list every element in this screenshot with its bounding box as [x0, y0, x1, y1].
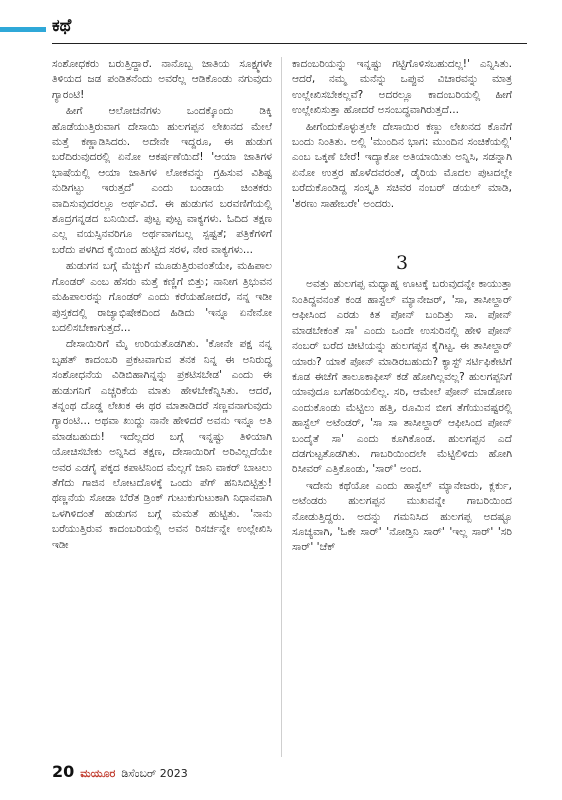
paragraph: ಇದೇನು ಕಥೆಯೋ ಎಂದು ಹಾಸ್ಟೆಲ್ ಮ್ಯಾನೇಜರು, ಕ್ಲರ್ಕು, ಅಟೆಂಡರು ಹುಲಗಪ್ಪನ ಮುಖವನ್ನೇ ಗಾಬರಿಯಿಂದ ನೋಡುತ್ತಿದ್ದರು. ಅದನ್ನು ಗಮನಿಸಿದ ಹುಲಗಪ್ಪ ಅದಷ್ಟೂ ಸೂಚ್ಯವಾಗಿ, 'ಓಕೇ ಸಾರ್' 'ನೋಡ್ತಿನಿ ಸಾರ್' 'ಇಲ್ಲ ಸಾರ್' 'ಸರಿ ಸಾರ್' 'ಚೆಕ್: [292, 479, 512, 554]
section-accent-bar: [0, 27, 46, 32]
paragraph: ಕಾದಂಬರಿಯನ್ನು ಇನ್ನಷ್ಟು ಗಟ್ಟಿಗೊಳಿಸಬಹುದಲ್ಲ!' ಎನ್ನಿಸಿತು. ಆದರೆ, ನಮ್ಮ ಮನೆನ್ನು ಒಪ್ಪುವ ವಿಚಾರವನ್ನು ಮಾತ್ರ ಉಲ್ಲೇಖಿಸಬೇಕಲ್ಲವೆ? ಅದರಲ್ಲೂ ಕಾದಂಬರಿಯಲ್ಲಿ ಹೀಗೆ ಉಲ್ಲೇಖಿಸುತ್ತಾ ಹೋದರೆ ಅಸಂಬದ್ಧವಾಗಿರುತ್ತದೆ...: [292, 58, 512, 117]
issue-date: ಡಿಸೆಂಬರ್ 2023: [121, 767, 188, 780]
paragraph: ಸಂಶೋಧಕರು ಬರುತ್ತಿದ್ದಾರೆ. ನಾನೊಬ್ಬ ಜಾತಿಯ ಸೂಕ್ಷ್ಮಗಳೇ ತಿಳಿಯದ ಜಡ ಪಂಡಿತನೆಂದು ಅವರೆಲ್ಲ ಆಡಿಕೊಂಡು ನಗುವುದು ಗ್ಯಾರಂಟಿ!: [52, 58, 272, 101]
paragraph: ಅವತ್ತು ಹುಲಗಪ್ಪ ಮಧ್ಯಾಹ್ನ ಊಟಕ್ಕೆ ಬರುವುದನ್ನೇ ಕಾಯುತ್ತಾ ನಿಂತಿದ್ದವನಂತೆ ಕಂಡ ಹಾಸ್ಟೆಲ್ ಮ್ಯಾನೇಜರ್, 'ಸಾ, ತಾಸೀಲ್ದಾರ್ ಆಫೀಸಿಂದ ಎರಡು ಕಿತ ಪೋನ್ ಬಂದಿತ್ತು ಸಾ. ಪೋನ್ ಮಾಡಬೇಕಂತೆ ಸಾ' ಎಂದು ಒಂದೇ ಉಸುರಿನಲ್ಲಿ ಹೇಳಿ ಪೋನ್ ನಂಬರ್ ಬರೆದ ಚೀಟಿಯನ್ನು ಹುಲಗಪ್ಪನ ಕೈಗಿಟ್ಟ. ಈ ತಾಸೀಲ್ದಾರ್ ಯಾರು? ಯಾಕೆ ಪೋನ್ ಮಾಡಿರಬಹುದು? ಕ್ಯಾಸ್ಟ್ ಸರ್ಟಿಫಿಕೇಟಿಗೆ ಕೂಡ ಈಚೆಗೆ ತಾಲೂಕಾಫೀಸ್ ಕಡೆ ಹೋಗಿಲ್ಲವಲ್ಲ? ಹುಲಗಪ್ಪನಿಗೆ ಯಾವುದೂ ಬಗೆಹರಿಯಲಿಲ್ಲ. ಸರಿ, ಆಮೇಲೆ ಪೋನ್ ಮಾಡೋಣ ಎಂದುಕೊಂಡು ಮೆಟ್ಟಿಲು ಹತ್ತಿ, ರೂಮಿನ ಬೀಗ ತೆಗೆಯುವಷ್ಟರಲ್ಲಿ ಹಾಸ್ಟೆಲ್ ಅಟೆಂಡರ್, 'ಸಾ ಸಾ ತಾಸೀಲ್ದಾರ್ ಆಫೀಸಿಂದ ಪೋನ್ ಬಂದೈತೆ ಸಾ' ಎಂದು ಕೂಗಿಕೊಂಡ. ಹುಲಗಪ್ಪನ ಎದೆ ದಡಗುಟ್ಟತೊಡಗಿತು. ಗಾಬರಿಯಿಂದಲೇ ಮೆಟ್ಟಿಲಿಳಿದು ಹೋಗಿ ರಿಸೀವರ್ ಎತ್ತಿಕೊಂಡು, 'ಸಾರ್' ಅಂದ.: [292, 278, 512, 476]
left-column: [52, 57, 272, 553]
magazine-logo: ಮಯೂರ: [80, 767, 116, 780]
page-footer: [52, 762, 188, 781]
header-rule: [52, 43, 527, 44]
section-label: ಕಥೆ: [52, 16, 72, 36]
paragraph: ಹುಡುಗನ ಬಗ್ಗೆ ಮೆಚ್ಚುಗೆ ಮೂಡುತ್ತಿರುವಂತೆಯೇ, ಮಹಿಪಾಲ ಗೊಂಡರ್ ಎಂಬ ಹೆಸರು ಮತ್ತೆ ಕಣ್ಣಿಗೆ ಬಿತ್ತು; ನಾನೀಗ ತ್ರಿಭುವನ ಮಹಿಪಾಲರನ್ನು ಗೊಂಡರ್ ಎಂದು ಕರೆಯಹೋದರೆ, ನನ್ನ ಇಡೀ ಪುಸ್ತಕದಲ್ಲಿ ರಾಜ್ಯಾಭಿಷೇಕದಿಂದ ಹಿಡಿದು 'ಇನ್ನೂ ಏನೇನೋ ಬದಲಿಸಬೇಕಾಗುತ್ತದೆ...: [52, 260, 272, 334]
page-number: 20: [52, 762, 75, 781]
chapter-number: 3: [395, 252, 409, 275]
paragraph: ಹೀಗೆಂದುಕೊಳ್ಳುತ್ತಲೇ ದೇಸಾಯಿರ ಕಣ್ಣು ಲೇಖನದ ಕೊನೆಗೆ ಬಂದು ನಿಂತಿತು. ಅಲ್ಲಿ 'ಮುಂದಿನ ಭಾಗ: ಮುಂದಿನ ಸಂಚಿಕೆಯಲ್ಲಿ' ಎಂಬ ಒಕ್ಕಣೆ ಬೇರೆ! ಇದ್ಯಾಕೋ ಅತಿಯಾಯಿತು ಅನ್ನಿಸಿ, ಸಡನ್ನಾಗಿ ಏನೋ ಉತ್ತರ ಹೊಳೆದವರಂತೆ, ಡೈರಿಯ ಮೊದಲ ಪುಟದಲ್ಲೇ ಬರೆದುಕೊಂಡಿದ್ದ ಸಂಸ್ಕೃತಿ ಸಚಿವರ ನಂಬರ್ ಡಯಲ್ ಮಾಡಿ, 'ಶರಣು ಸಾಹೇಬರೇ' ಅಂದರು.: [292, 120, 512, 210]
column-divider: [281, 57, 282, 757]
paragraph: ಹೀಗೆ ಆಲೋಚನೆಗಳು ಒಂದಕ್ಕೊಂದು ಡಿಕ್ಕಿ ಹೊಡೆಯುತ್ತಿರುವಾಗ ದೇಸಾಯಿ ಹುಲಗಪ್ಪನ ಲೇಖನದ ಮೇಲೆ ಮತ್ತೆ ಕಣ್ಣಾಡಿಸಿದರು. ಅದೇನೇ ಇದ್ದರೂ, ಈ ಹುಡುಗ ಬರೆದಿರುವುದರಲ್ಲಿ ಏನೋ ಆಕರ್ಷಣೆಯಿದೆ! 'ಆಯಾ ಜಾತಿಗಳ ಭಾಷೆಯಲ್ಲಿ ಆಯಾ ಜಾತಿಗಳ ಲೋಕವನ್ನು ಗ್ರಹಿಸುವ ವಿಶಿಷ್ಟ ನುಡಿಗಟ್ಟು ಇರುತ್ತದೆ' ಎಂದು ಬಂಡಾಯ ಚಿಂತಕರು ವಾದಿಸುವುದರಲ್ಲೂ ಅರ್ಥವಿದೆ. ಈ ಹುಡುಗನ ಬರವಣಿಗೆಯಲ್ಲಿ ಶೂದ್ರಗನ್ನಡದ ಬನಿಯಿದೆ. ಪುಟ್ಟ ಪುಟ್ಟ ವಾಕ್ಯಗಳು. ಓದಿದ ತಕ್ಷಣ ಎಲ್ಲ ವಯಸ್ಸಿನವರಿಗೂ ಅರ್ಥವಾಗಬಲ್ಲ ಸ್ಪಷ್ಟತೆ; ಪತ್ರಿಕೆಗಳಿಗೆ ಬರೆದು ಪಳಗಿದ ಕೈಯಿಂದ ಹುಟ್ಟಿದ ಸರಳ, ನೇರ ವಾಕ್ಯಗಳು...: [52, 105, 272, 256]
paragraph: ದೇಸಾಯಿರಿಗೆ ಮೈ ಉರಿಯತೊಡಗಿತು. 'ಕೋನೇ ಪಕ್ಷ ನನ್ನ ಬೃಹತ್ ಕಾದಂಬರಿ ಪ್ರಕಟವಾಗುವ ತನಕ ನಿನ್ನ ಈ ಅನಿರುದ್ಧ ಸಂಶೋಧನೆಯ ವಿಡಿಬಿಹಾಗಿನ್ನನ್ನು ಪ್ರಕಟಿಸಬೇಡ' ಎಂದು ಈ ಹುಡುಗನಿಗೆ ಎಚ್ಚರಿಕೆಯ ಮಾತು ಹೇಳಬೇಕೆನ್ನಿಸಿತು. ಆದರೆ, ತನ್ನಂಥ ದೊಡ್ಡ ಲೇಖಕ ಈ ಥರ ಮಾತಾಡಿದರೆ ಸಣ್ಣವನಾಗುವುದು ಗ್ಯಾರಂಟಿ... ಅಥವಾ ಖುದ್ದು ನಾನೇ ಹೇಳಿದರೆ ಅವನು ಇನ್ನೂ ಅತಿ ಮಾಡಬಹುದು! ಇದೆಲ್ಲದರ ಬಗ್ಗೆ ಇನ್ನಷ್ಟು ತಿಳಿಯಾಗಿ ಯೋಚಿಸಬೇಕು ಅನ್ನಿಸಿದ ತಕ್ಷಣ, ದೇಸಾಯಿರಿಗೆ ಅರಿವಿಲ್ಲದೆಯೇ ಅವರ ಎಡಗೈ ಪಕ್ಕದ ಕಪಾಟಿನಿಂದ ಮೆಲ್ಲಗೆ ಜಾನಿ ವಾಕರ್ ಬಾಟಲು ತೆಗೆದು ಗಾಜಿನ ಲೋಟದೊಳಕ್ಕೆ ಒಂದು ಪೆಗ್ ಹನಿಸಿಬಿಟ್ಟಿತ್ತು! ಥಣ್ಣನೆಯ ಸೋಡಾ ಬೆರೆತ ಡ್ರಿಂಕ್ ಗುಟುಕುಗುಟುಕಾಗಿ ನಿಧಾನವಾಗಿ ಒಳಗಿಳಿದಂತೆ ಹುಡುಗನ ಬಗ್ಗೆ ಮಮತೆ ಹುಟ್ಟಿತು. 'ನಾನು ಬರೆಯುತ್ತಿರುವ ಕಾದಂಬರಿಯಲ್ಲಿ ಅವನ ರಿಸರ್ಚನ್ನೇ ಉಲ್ಲೇಖಿಸಿ ಇಡೀ: [52, 338, 272, 551]
right-column: [292, 57, 512, 556]
